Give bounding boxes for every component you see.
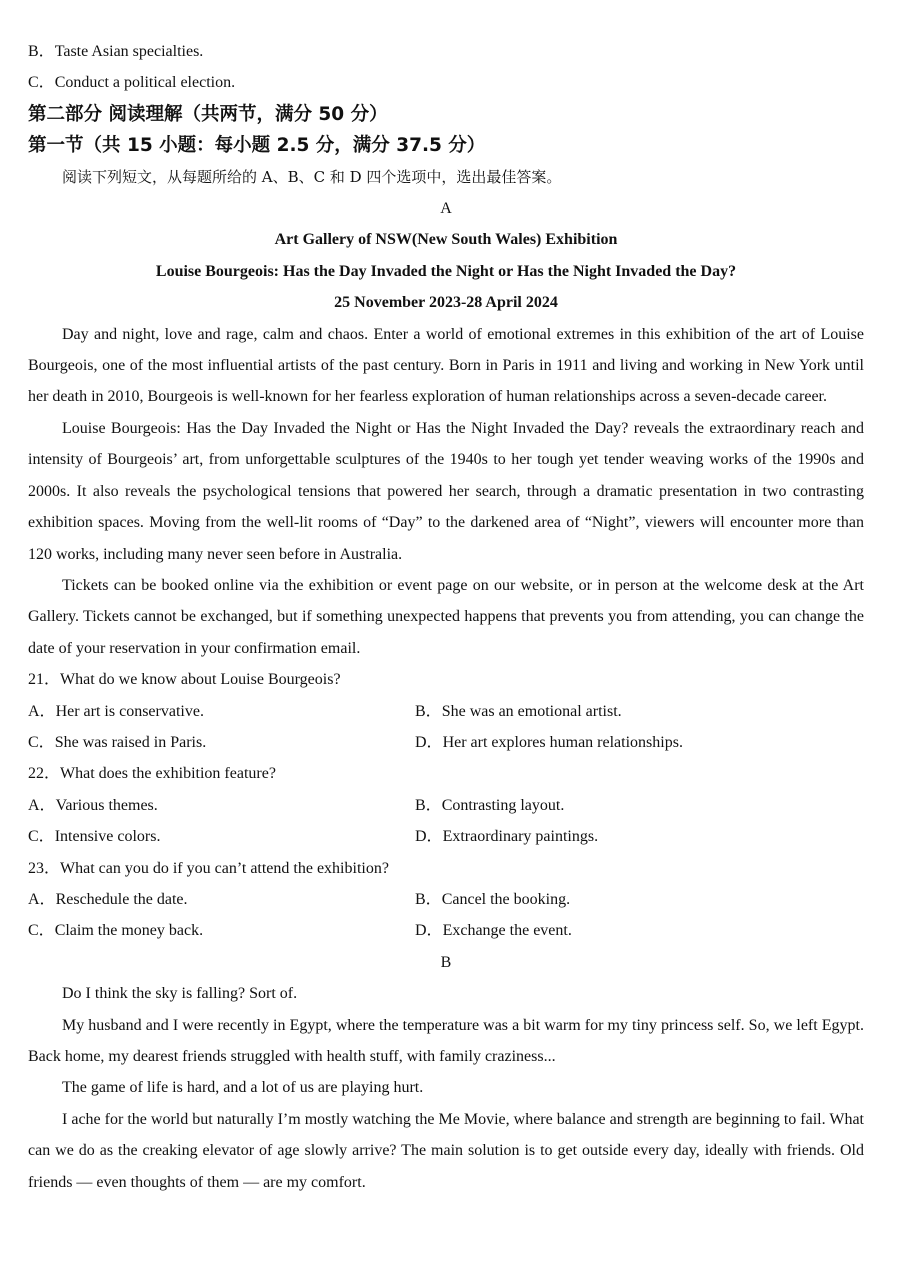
section-heading: 第一节（共 15 小题：每小题 2.5 分，满分 37.5 分）	[28, 135, 486, 157]
passage-a-subtitle: Louise Bourgeois: Has the Day Invaded the Night or Has the Night Invaded the Day?	[155, 262, 737, 280]
question-23-stem: 23．What can you do if you can’t attend the exhibition?	[28, 859, 389, 877]
question-22-options-row	[28, 821, 864, 852]
question-23-options-row	[28, 884, 864, 915]
exam-page	[28, 36, 864, 1198]
question-21-option-b[interactable]: B．She was an emotional artist.	[415, 702, 622, 720]
question-22-option-d[interactable]: D．Extraordinary paintings.	[415, 828, 599, 846]
question-22-option-b[interactable]: B．Contrasting layout.	[415, 796, 565, 814]
instruction: 阅读下列短文，从每题所给的 A、B、C 和 D 四个选项中，选出最佳答案。	[62, 167, 562, 186]
passage-a-dates: 25 November 2023-28 April 2024	[334, 294, 558, 312]
passage-a-paragraph: Tickets can be booked online via the exhibition or event page on our website, or in person at the welcome desk at the Art Gallery. Tickets cannot be exchanged, but if something unexpected happens that prevents you from attending, you can change the date of your reservation in your confirmation email.	[28, 576, 864, 657]
question-21-options-row	[28, 696, 864, 727]
question-23-option-b[interactable]: B．Cancel the booking.	[415, 890, 571, 908]
question-23-option-c[interactable]: C．Claim the money back.	[28, 922, 204, 940]
question-22-stem: 22．What does the exhibition feature?	[28, 765, 276, 783]
question-22-option-a[interactable]: A．Various themes.	[28, 796, 158, 814]
passage-a-paragraph: Louise Bourgeois: Has the Day Invaded the Night or Has the Night Invaded the Day? reveals the extraordinary reach and intensity of Bourgeois’ art, from unforgettable sculptures of the 1940s to her tough yet tender weaving works of the 1990s and 2000s. It also reveals the psychological tensions that powered her search, through a dramatic presentation in two contrasting exhibition spaces. Moving from the well-lit rooms of “Day” to the darkened area of “Night”, viewers will encounter more than 120 works, including many never seen before in Australia.	[28, 419, 864, 563]
passage-b-paragraph: The game of life is hard, and a lot of us are playing hurt.	[62, 1079, 424, 1097]
question-21-option-d[interactable]: D．Her art explores human relationships.	[415, 733, 683, 751]
passage-a-label: A	[440, 200, 452, 218]
passage-b-paragraph: Do I think the sky is falling? Sort of.	[62, 985, 298, 1003]
question-21-options-row	[28, 727, 864, 758]
question-23-option-d[interactable]: D．Exchange the event.	[415, 922, 572, 940]
passage-b-label: B	[440, 953, 452, 971]
question-23-options-row	[28, 915, 864, 946]
question-23-option-a[interactable]: A．Reschedule the date.	[28, 890, 188, 908]
question-21-option-a[interactable]: A．Her art is conservative.	[28, 702, 204, 720]
question-22-option-c[interactable]: C．Intensive colors.	[28, 828, 161, 846]
passage-a-paragraph: Day and night, love and rage, calm and chaos. Enter a world of emotional extremes in this exhibition of the art of Louise Bourgeois, one of the most influential artists of the past century. Born in Paris in 1911 and living and working in New York until her death in 2010, Bourgeois is well-known for her fearless exploration of human relationships across a seven-decade career.	[28, 325, 864, 406]
passage-b-paragraph: My husband and I were recently in Egypt, where the temperature was a bit warm for my tiny princess self. So, we left Egypt. Back home, my dearest friends struggled with health stuff, with family craziness...	[28, 1016, 864, 1065]
passage-a-title: Art Gallery of NSW(New South Wales) Exhibition	[274, 231, 618, 249]
previous-option-c: C．Conduct a political election.	[28, 74, 236, 92]
passage-b-paragraph: I ache for the world but naturally I’m mostly watching the Me Movie, where balance and strength are beginning to fail. What can we do as the creaking elevator of age slowly arrive? The main solution is to get outside every day, ideally with friends. Old friends — even thoughts of them — are my comfort.	[28, 1110, 864, 1191]
question-21-stem: 21．What do we know about Louise Bourgeois?	[28, 671, 341, 689]
previous-option-b: B．Taste Asian specialties.	[28, 43, 204, 60]
question-22-options-row	[28, 790, 864, 821]
part-heading: 第二部分 阅读理解（共两节，满分 50 分）	[28, 103, 388, 125]
question-21-option-c[interactable]: C．She was raised in Paris.	[28, 733, 207, 751]
